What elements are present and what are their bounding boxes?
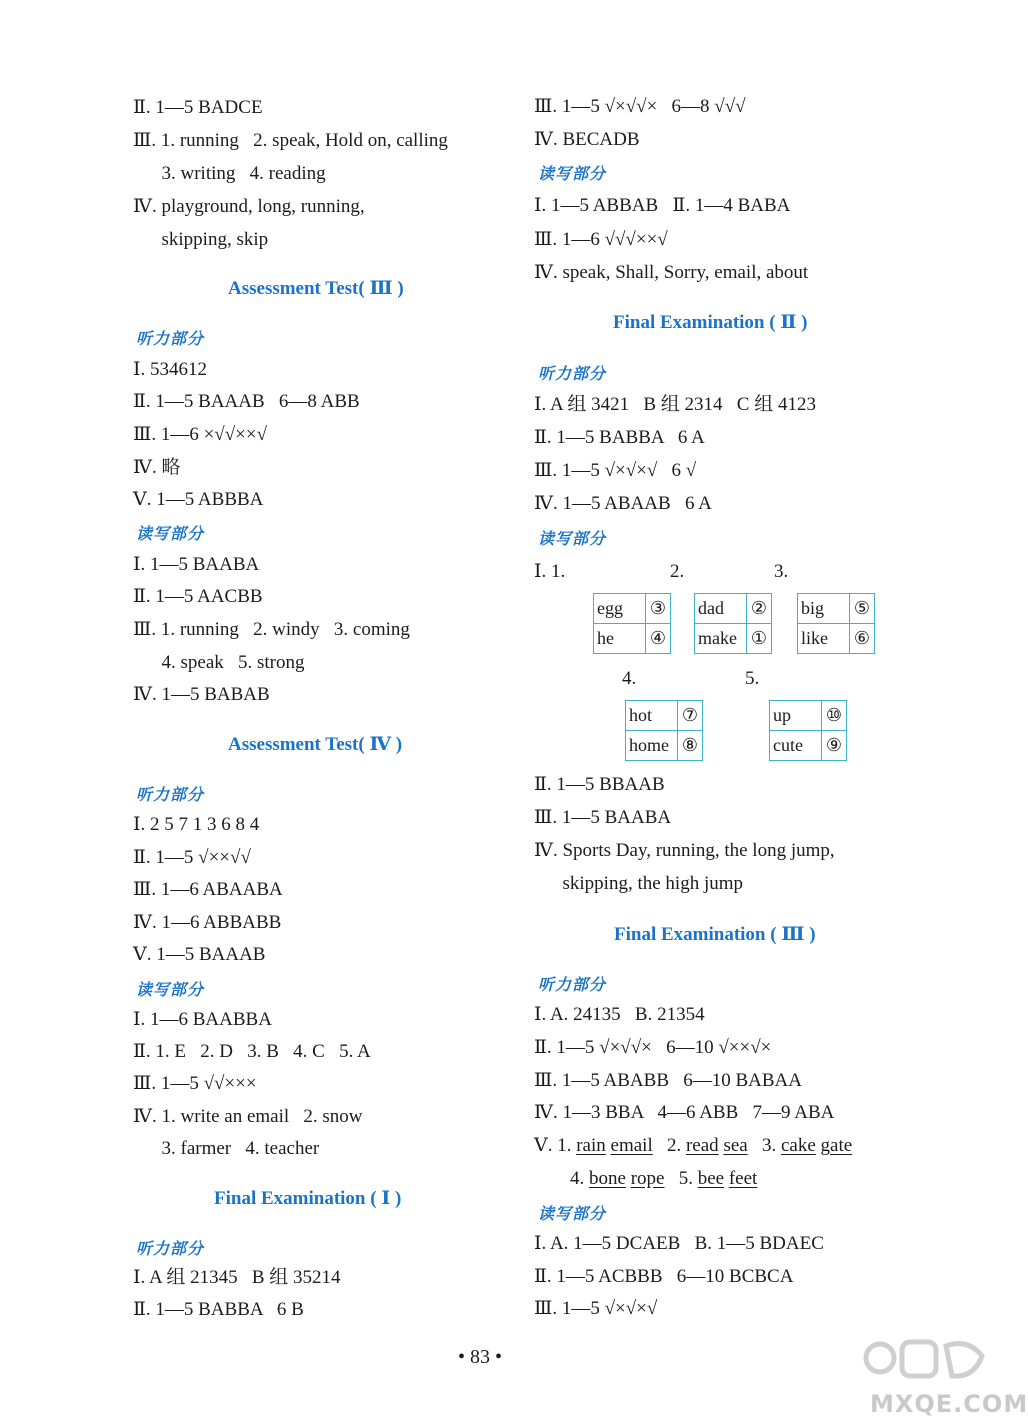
word: read: [685, 1135, 719, 1156]
answer-line: Ⅰ. 2 5 7 1 3 6 8 4: [133, 814, 260, 835]
word-cell: hot: [626, 701, 678, 731]
listening-heading: 听力部分: [136, 329, 205, 348]
reading-writing-heading: 读写部分: [538, 1204, 607, 1223]
number-cell: ④: [646, 624, 671, 654]
answer-line: Ⅱ. 1—5 BADCE: [133, 97, 263, 118]
item-prefix: Ⅴ. 1.: [534, 1135, 572, 1156]
number-cell: ⑩: [822, 701, 847, 731]
section-title-assessment-3: Assessment Test( Ⅲ ): [228, 278, 404, 299]
answer-line: Ⅳ. 1—3 BBA 4—6 ABB 7—9 ABA: [534, 1102, 835, 1123]
section-title-assessment-4: Assessment Test( Ⅳ ): [228, 734, 403, 755]
answer-line: Ⅰ. A 组 21345 B 组 35214: [133, 1267, 341, 1288]
word-cell: egg: [594, 594, 646, 624]
word: email: [610, 1135, 653, 1156]
answer-line-v: [534, 1134, 852, 1158]
word: feet: [728, 1168, 758, 1189]
answer-line: Ⅳ. 略: [133, 457, 181, 478]
number-cell: ⑦: [678, 701, 703, 731]
answer-line: Ⅲ. 1. running 2. windy 3. coming: [133, 619, 410, 640]
word-cell: dad: [695, 594, 747, 624]
answer-line: Ⅰ. 1—5 BAABA: [133, 554, 260, 575]
number-cell: ③: [646, 594, 671, 624]
answer-line: Ⅰ. 534612: [133, 359, 208, 380]
answer-line: Ⅲ. 1—6 ABAABA: [133, 879, 283, 900]
reading-writing-heading: 读写部分: [538, 164, 607, 183]
answer-line: Ⅲ. 1—5 ABABB 6—10 BABAA: [534, 1070, 802, 1091]
answer-line: Ⅰ. A 组 3421 B 组 2314 C 组 4123: [534, 394, 816, 415]
answer-line: Ⅱ. 1. E 2. D 3. B 4. C 5. A: [133, 1041, 371, 1062]
number-cell: ⑧: [678, 731, 703, 761]
item-number: 2.: [666, 1135, 682, 1156]
word-cell: cute: [770, 731, 822, 761]
item-number: 4.: [622, 668, 637, 689]
answer-line: Ⅱ. 1—5 BAAAB 6—8 ABB: [133, 391, 360, 412]
answer-line: Ⅳ. BECADB: [534, 129, 640, 150]
reading-writing-heading: 读写部分: [538, 529, 607, 548]
watermark-text: MXQE.COM: [870, 1390, 1028, 1418]
answer-line: 4. speak 5. strong: [133, 652, 305, 673]
reading-writing-heading: 读写部分: [136, 980, 205, 999]
answer-line: Ⅳ. 1—5 BABAB: [133, 684, 270, 705]
answer-line: Ⅱ. 1—5 √×√√× 6—10 √××√×: [534, 1037, 772, 1058]
word: rain: [576, 1135, 606, 1156]
answer-line: Ⅱ. 1—5 BABBA 6 B: [133, 1299, 304, 1320]
answer-line: Ⅳ. 1—6 ABBABB: [133, 912, 282, 933]
item-number: 2.: [670, 561, 685, 582]
listening-heading: 听力部分: [538, 364, 607, 383]
word-cell: home: [626, 731, 678, 761]
answer-line-v2: [570, 1167, 757, 1191]
matching-table-4: [625, 700, 703, 761]
answer-line: Ⅲ. 1—5 √×√√× 6—8 √√√: [534, 96, 746, 117]
answer-line: Ⅰ. 1.: [534, 561, 566, 582]
matching-table-1: [593, 593, 671, 654]
word: bone: [589, 1168, 626, 1189]
answer-line: skipping, the high jump: [534, 873, 743, 894]
word: cake: [780, 1135, 816, 1156]
section-title-final-3: Final Examination ( Ⅲ ): [614, 924, 816, 945]
page-number: • 83 •: [458, 1346, 503, 1368]
listening-heading: 听力部分: [136, 1239, 205, 1258]
answer-line: Ⅱ. 1—5 BBAAB: [534, 774, 665, 795]
answer-line: Ⅲ. 1—5 √×√×√: [534, 1298, 658, 1319]
number-cell: ②: [747, 594, 772, 624]
number-cell: ⑥: [850, 624, 875, 654]
answer-line: Ⅳ. speak, Shall, Sorry, email, about: [534, 262, 809, 283]
answer-line: Ⅱ. 1—5 √××√√: [133, 847, 251, 868]
answer-line: Ⅰ. A. 1—5 DCAEB B. 1—5 BDAEC: [534, 1233, 824, 1254]
word: bee: [697, 1168, 725, 1189]
item-number: 4.: [570, 1168, 585, 1189]
number-cell: ⑤: [850, 594, 875, 624]
answer-line: Ⅲ. 1—5 BAABA: [534, 807, 672, 828]
answer-line: 3. writing 4. reading: [133, 163, 326, 184]
answer-line: Ⅴ. 1—5 BAAAB: [133, 944, 266, 965]
matching-table-2: [694, 593, 772, 654]
word-cell: he: [594, 624, 646, 654]
answer-line: Ⅰ. 1—5 ABBAB Ⅱ. 1—4 BABA: [534, 195, 791, 216]
listening-heading: 听力部分: [136, 785, 205, 804]
answer-line: Ⅰ. 1—6 BAABBA: [133, 1009, 272, 1030]
word: rope: [630, 1168, 665, 1189]
matching-table-3: [797, 593, 875, 654]
item-number: 5.: [745, 668, 760, 689]
answer-line: Ⅲ. 1. running 2. speak, Hold on, calling: [133, 130, 448, 151]
answer-line: Ⅳ. Sports Day, running, the long jump,: [534, 840, 835, 861]
answer-line: Ⅲ. 1—6 √√√××√: [534, 229, 668, 250]
answer-line: Ⅲ. 1—6 ×√√××√: [133, 424, 268, 445]
item-number: 3.: [761, 1135, 777, 1156]
answer-line: Ⅳ. playground, long, running,: [133, 196, 365, 217]
section-title-final-2: Final Examination ( Ⅱ ): [613, 312, 808, 333]
item-number: 5.: [678, 1168, 693, 1189]
word: gate: [820, 1135, 853, 1156]
reading-writing-heading: 读写部分: [136, 524, 205, 543]
answer-line: Ⅰ. A. 24135 B. 21354: [534, 1004, 705, 1025]
word-cell: up: [770, 701, 822, 731]
number-cell: ⑨: [822, 731, 847, 761]
word-cell: big: [798, 594, 850, 624]
answer-line: skipping, skip: [133, 229, 269, 250]
answer-line: Ⅱ. 1—5 AACBB: [133, 586, 263, 607]
answer-line: Ⅱ. 1—5 BABBA 6 A: [534, 427, 705, 448]
answer-line: Ⅲ. 1—5 √×√×√ 6 √: [534, 460, 697, 481]
number-cell: ①: [747, 624, 772, 654]
answer-line: Ⅳ. 1—5 ABAAB 6 A: [534, 493, 712, 514]
matching-table-5: [769, 700, 847, 761]
word: sea: [723, 1135, 748, 1156]
answer-line: Ⅴ. 1—5 ABBBA: [133, 489, 264, 510]
word-cell: make: [695, 624, 747, 654]
item-number: 3.: [774, 561, 789, 582]
word-cell: like: [798, 624, 850, 654]
section-title-final-1: Final Examination ( Ⅰ ): [214, 1188, 402, 1209]
listening-heading: 听力部分: [538, 975, 607, 994]
answer-line: Ⅱ. 1—5 ACBBB 6—10 BCBCA: [534, 1266, 794, 1287]
answer-line: Ⅲ. 1—5 √√×××: [133, 1073, 257, 1094]
answer-line: 3. farmer 4. teacher: [133, 1138, 320, 1159]
answer-line: Ⅳ. 1. write an email 2. snow: [133, 1106, 363, 1127]
